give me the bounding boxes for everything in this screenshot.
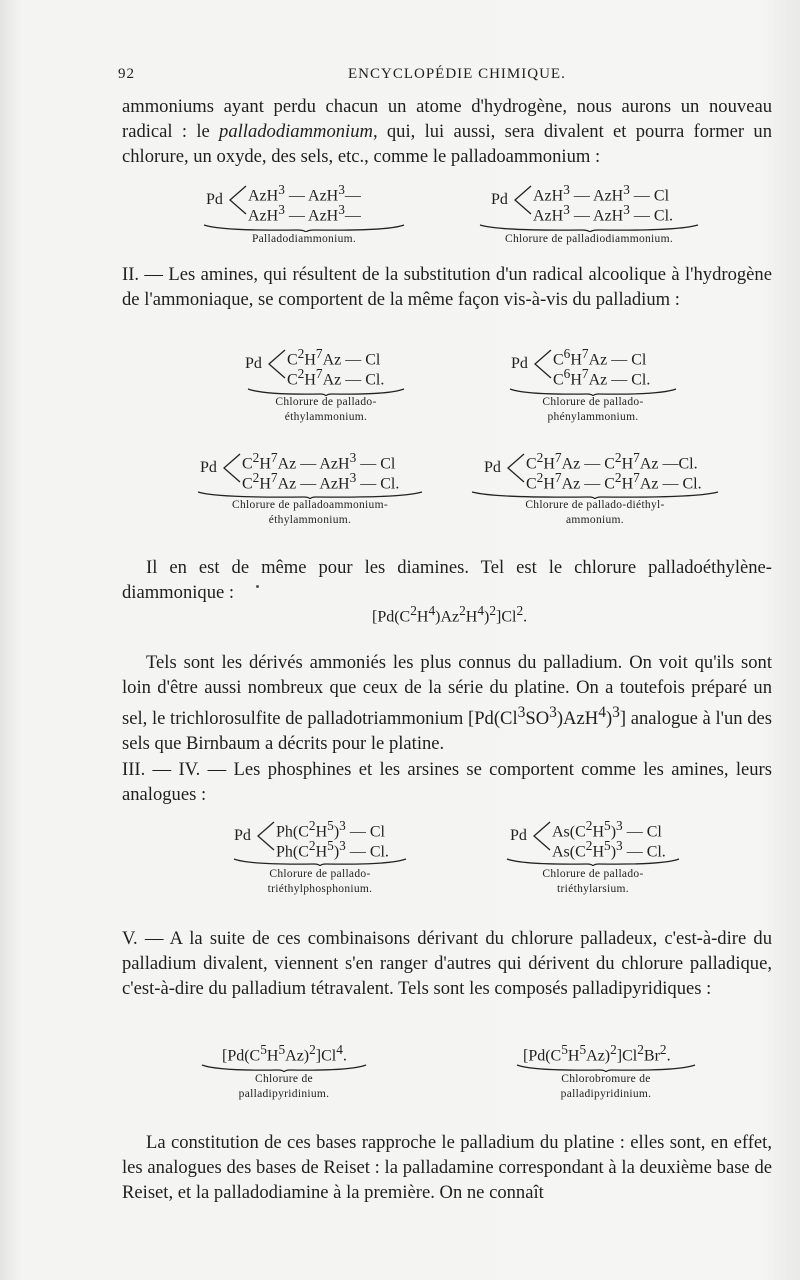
paragraph-constitution: [122, 1130, 772, 1205]
running-header: [118, 66, 772, 88]
formula-line-2: $C^6H^7Az$ — Cl.: [553, 366, 651, 389]
bond-bracket-icon: [530, 816, 554, 856]
paragraph-phosphines: [122, 757, 772, 807]
formula-line-2: $C^2H^7Az$ — Cl.: [287, 366, 385, 389]
formula-pallado-diethyl-ammonium: [484, 448, 714, 493]
formula-palladipyridinium-chlorobromure: $[Pd(C^5H^5Az)^2]Cl^2Br^2$.: [523, 1042, 671, 1065]
caption: Chlorure de pallado-diéthyl- ammonium.: [525, 499, 665, 526]
bond-bracket-icon: [511, 180, 535, 220]
formula-triethylphosphonium: [234, 816, 404, 861]
formula-line-1: $Ph(C^2H^5)^3$ — Cl: [276, 818, 385, 841]
caption: Chlorure de palladiodiammonium.: [504, 233, 674, 245]
underbrace: [505, 858, 681, 866]
pd-symbol: Pd: [511, 355, 528, 372]
bond-bracket-icon: [254, 816, 278, 856]
formula-line-1: $C^2H^7Az$ — AzH$^3$ — Cl: [242, 450, 396, 473]
formula-palladophenylammonium: [511, 344, 681, 389]
header-title: ENCYCLOPÉDIE CHIMIQUE.: [348, 66, 566, 82]
pd-symbol: Pd: [491, 191, 508, 208]
formula-palladipyridinium-chlorure: $[Pd(C^5H^5Az)^2]Cl^4$.: [222, 1042, 347, 1065]
formula-line-1: $C^2H^7Az$ — $C^2H^7Az$ —Cl.: [526, 450, 698, 473]
underbrace: [515, 1064, 697, 1072]
paragraph-amines: [122, 262, 772, 312]
bond-bracket-icon: [220, 448, 244, 488]
paragraph-palladipyridiques: [122, 926, 772, 1001]
bond-bracket-icon: [226, 180, 250, 220]
paragraph-derives: [122, 650, 772, 756]
underbrace: [202, 224, 406, 232]
paragraph-intro: [122, 94, 772, 169]
formula-line-2: AzH$^3$ — AzH$^3$—: [248, 202, 361, 225]
paragraph-text: III. — IV. — Les phosphines et les arsines se comportent comme les amines, leurs analogues :: [122, 759, 772, 805]
formula-line-1: AzH$^3$ — AzH$^3$—: [248, 182, 361, 205]
pd-symbol: Pd: [234, 827, 251, 844]
pd-symbol: Pd: [200, 459, 217, 476]
formula-line-2: AzH$^3$ — AzH$^3$ — Cl.: [533, 202, 674, 225]
paragraph-text: Tels sont les dérivés ammoniés les plus connus du palladium. On voit qu'ils sont loin d'être aussi nombreux que ceux de la série du platine. On a toutefois préparé un sel, le trichlorosulfite de palladotriammonium $[Pd(Cl^3SO^3)AzH^4)^3$] analogue à l'un des sels que Birnbaum a décrits pour le platine.: [122, 652, 772, 755]
formula-palladoethylammonium: [245, 344, 405, 389]
pd-symbol: Pd: [484, 459, 501, 476]
caption: Chlorure de pallado- triéthylphosphonium.: [267, 868, 373, 895]
pd-symbol: Pd: [206, 191, 223, 208]
caption: Chlorure de palladoammonium- éthylammonium.: [232, 499, 388, 526]
bond-bracket-icon: [531, 344, 555, 384]
page-number: 92: [118, 66, 135, 82]
paragraph-text: Il en est de même pour les diamines. Tel est le chlorure palladoéthylène-diammonique :: [122, 557, 772, 603]
formula-line-2: $As(C^2H^5)^3$ — Cl.: [552, 838, 666, 861]
paragraph-text: ammoniums ayant perdu chacun un atome d'hydrogène, nous aurons un nouveau radical : le palladodiammonium, qui, lui aussi, sera divalent et pourra former un chlorure, un oxyde, des sels, etc., comme le palladoammonium :: [122, 96, 773, 167]
paragraph-text: II. — Les amines, qui résultent de la substitution d'un radical alcoolique à l'hydrogène de l'ammoniaque, se comportent de la même façon vis-à-vis du palladium :: [122, 264, 772, 310]
caption: Chlorure de pallado- triéthylarsium.: [542, 868, 644, 895]
formula-triethylarsium: [510, 816, 685, 861]
caption: Chlorure de palladipyridinium.: [238, 1073, 330, 1100]
formula-line-1: $C^6H^7Az$ — Cl: [553, 346, 647, 369]
pd-symbol: Pd: [510, 827, 527, 844]
pd-symbol: Pd: [245, 355, 262, 372]
paragraph-diamines: [122, 555, 772, 605]
caption: Chlorure de pallado- éthylammonium.: [275, 396, 377, 423]
bond-bracket-icon: [504, 448, 528, 488]
formula-line-2: $Ph(C^2H^5)^3$ — Cl.: [276, 838, 389, 861]
caption: Palladodiammonium.: [251, 233, 357, 245]
formula-line-2: $C^2H^7Az$ — AzH$^3$ — Cl.: [242, 470, 400, 493]
paragraph-text: La constitution de ces bases rapproche le palladium du platine : elles sont, en effet, les analogues des bases de Reiset : la palladamine correspondant à la deuxième base de Reiset, et la palladodiamine à la première. On ne connaît: [122, 1132, 772, 1203]
formula-line-1: AzH$^3$ — AzH$^3$ — Cl: [533, 182, 670, 205]
print-speck: [256, 585, 259, 588]
bond-bracket-icon: [265, 344, 289, 384]
formula-chlorure-palladiodiammonium: [491, 180, 701, 225]
formula-palladoammonium-ethylammonium: [200, 448, 410, 493]
formula-palladoethylene-diammonique: $[Pd(C^2H^4)Az^2H^4)^2]Cl^2$.: [372, 603, 528, 626]
formula-palladodiammonium: [206, 180, 416, 225]
formula-line-1: $As(C^2H^5)^3$ — Cl: [552, 818, 662, 841]
underbrace: [478, 224, 700, 232]
underbrace: [200, 1064, 368, 1072]
underbrace: [232, 858, 408, 866]
formula-line-1: $C^2H^7Az$ — Cl: [287, 346, 381, 369]
formula-line-2: $C^2H^7Az$ — $C^2H^7Az$ — Cl.: [526, 470, 702, 493]
paragraph-text: V. — A la suite de ces combinaisons dérivant du chlorure palladeux, c'est-à-dire du palladium divalent, viennent s'en ranger d'autres qui dérivent du chlorure palladique, c'est-à-dire du palladium tétravalent. Tels sont les composés palladipyridiques :: [122, 928, 772, 999]
caption: Chlorure de pallado- phénylammonium.: [542, 396, 644, 423]
caption: Chlorobromure de palladipyridinium.: [560, 1073, 652, 1100]
